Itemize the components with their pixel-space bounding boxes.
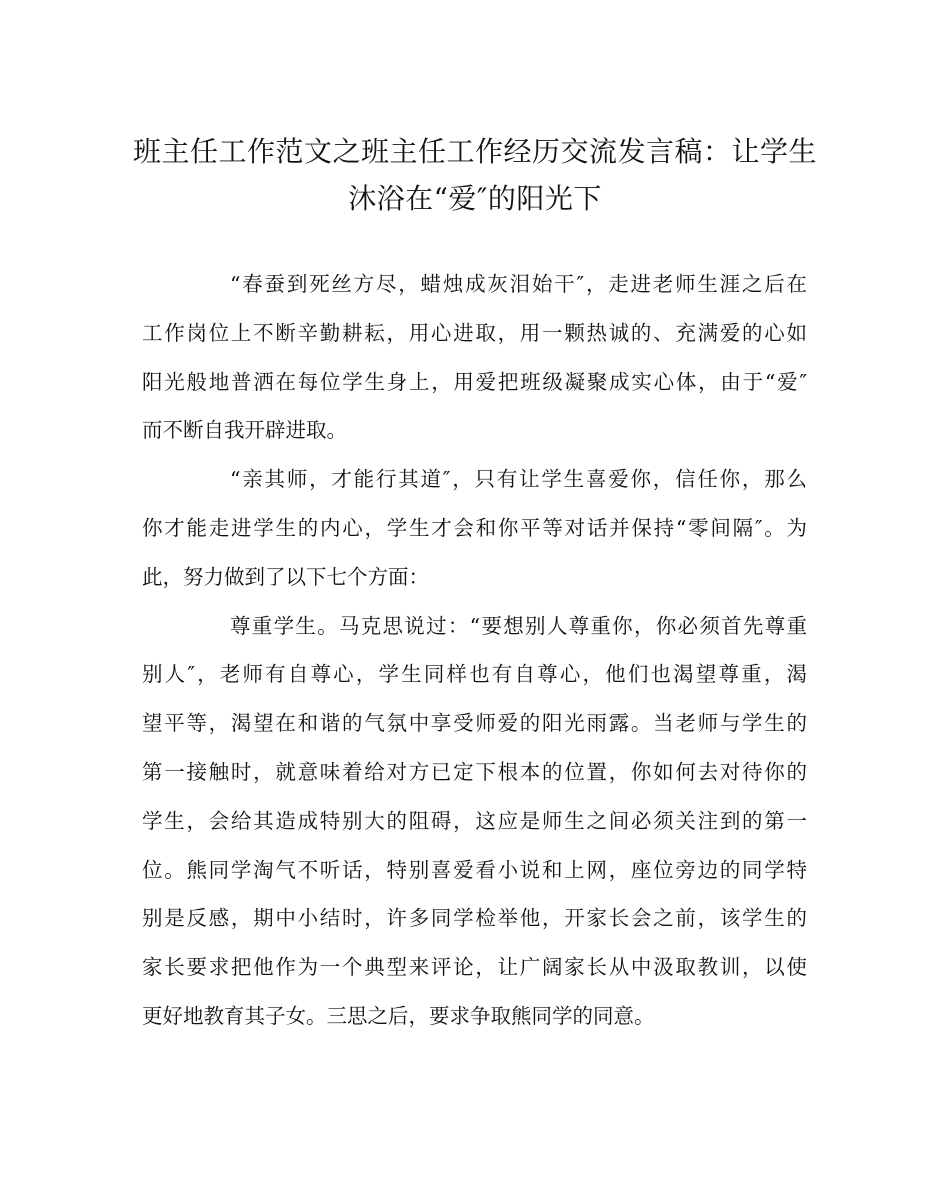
paragraph-line: 望平等，渴望在和谐的气氛中享受师爱的阳光雨露。当老师与学生的 — [142, 711, 807, 736]
paragraph-line: 第一接触时，就意味着给对方已定下根本的位置，你如何去对待你的 — [142, 759, 807, 784]
paragraph-3 — [142, 602, 807, 1041]
paragraph-line: 更好地教育其子女。三思之后，要求争取熊同学的同意。 — [142, 1003, 655, 1028]
paragraph-line: “亲其师，才能行其道″，只有让学生喜爱你，信任你，那么 — [230, 467, 807, 492]
paragraph-line: 学生，会给其造成特别大的阻碍，这应是师生之间必须关注到的第一 — [142, 808, 807, 833]
paragraph-line: 阳光般地普洒在每位学生身上，用爱把班级凝聚成实心体，由于“爱″ — [142, 369, 807, 394]
document-body — [142, 260, 807, 1041]
paragraph-line: “春蚕到死丝方尽，蜡烛成灰泪始干″，走进老师生涯之后在 — [230, 272, 807, 296]
paragraph-line: 位。熊同学淘气不听话，特别喜爱看小说和上网，座位旁边的同学特 — [142, 857, 807, 882]
paragraph-2 — [142, 455, 807, 601]
paragraph-line: 工作岗位上不断辛勤耕耘，用心进取，用一颗热诚的、充满爱的心如 — [142, 320, 807, 345]
paragraph-line: 别人″，老师有自尊心，学生同样也有自尊心，他们也渴望尊重，渴 — [142, 662, 807, 687]
paragraph-1 — [142, 260, 807, 455]
paragraph-line: 尊重学生。马克思说过：“要想别人尊重你，你必须首先尊重 — [230, 613, 807, 638]
paragraph-line: 别是反感，期中小结时，许多同学检举他，开家长会之前，该学生的 — [142, 906, 807, 931]
document-title — [120, 128, 830, 222]
title-line-1: 班主任工作范文之班主任工作经历交流发言稿：让学生 — [132, 135, 817, 168]
paragraph-line: 你才能走进学生的内心，学生才会和你平等对话并保持“零间隔″。为 — [142, 515, 807, 540]
paragraph-line: 家长要求把他作为一个典型来评论，让广阔家长从中汲取教训，以使 — [142, 955, 807, 980]
title-line-2: 沐浴在“爱″的阳光下 — [348, 182, 602, 215]
paragraph-line: 而不断自我开辟进取。 — [142, 418, 347, 443]
paragraph-line: 此，努力做到了以下七个方面： — [142, 564, 429, 589]
